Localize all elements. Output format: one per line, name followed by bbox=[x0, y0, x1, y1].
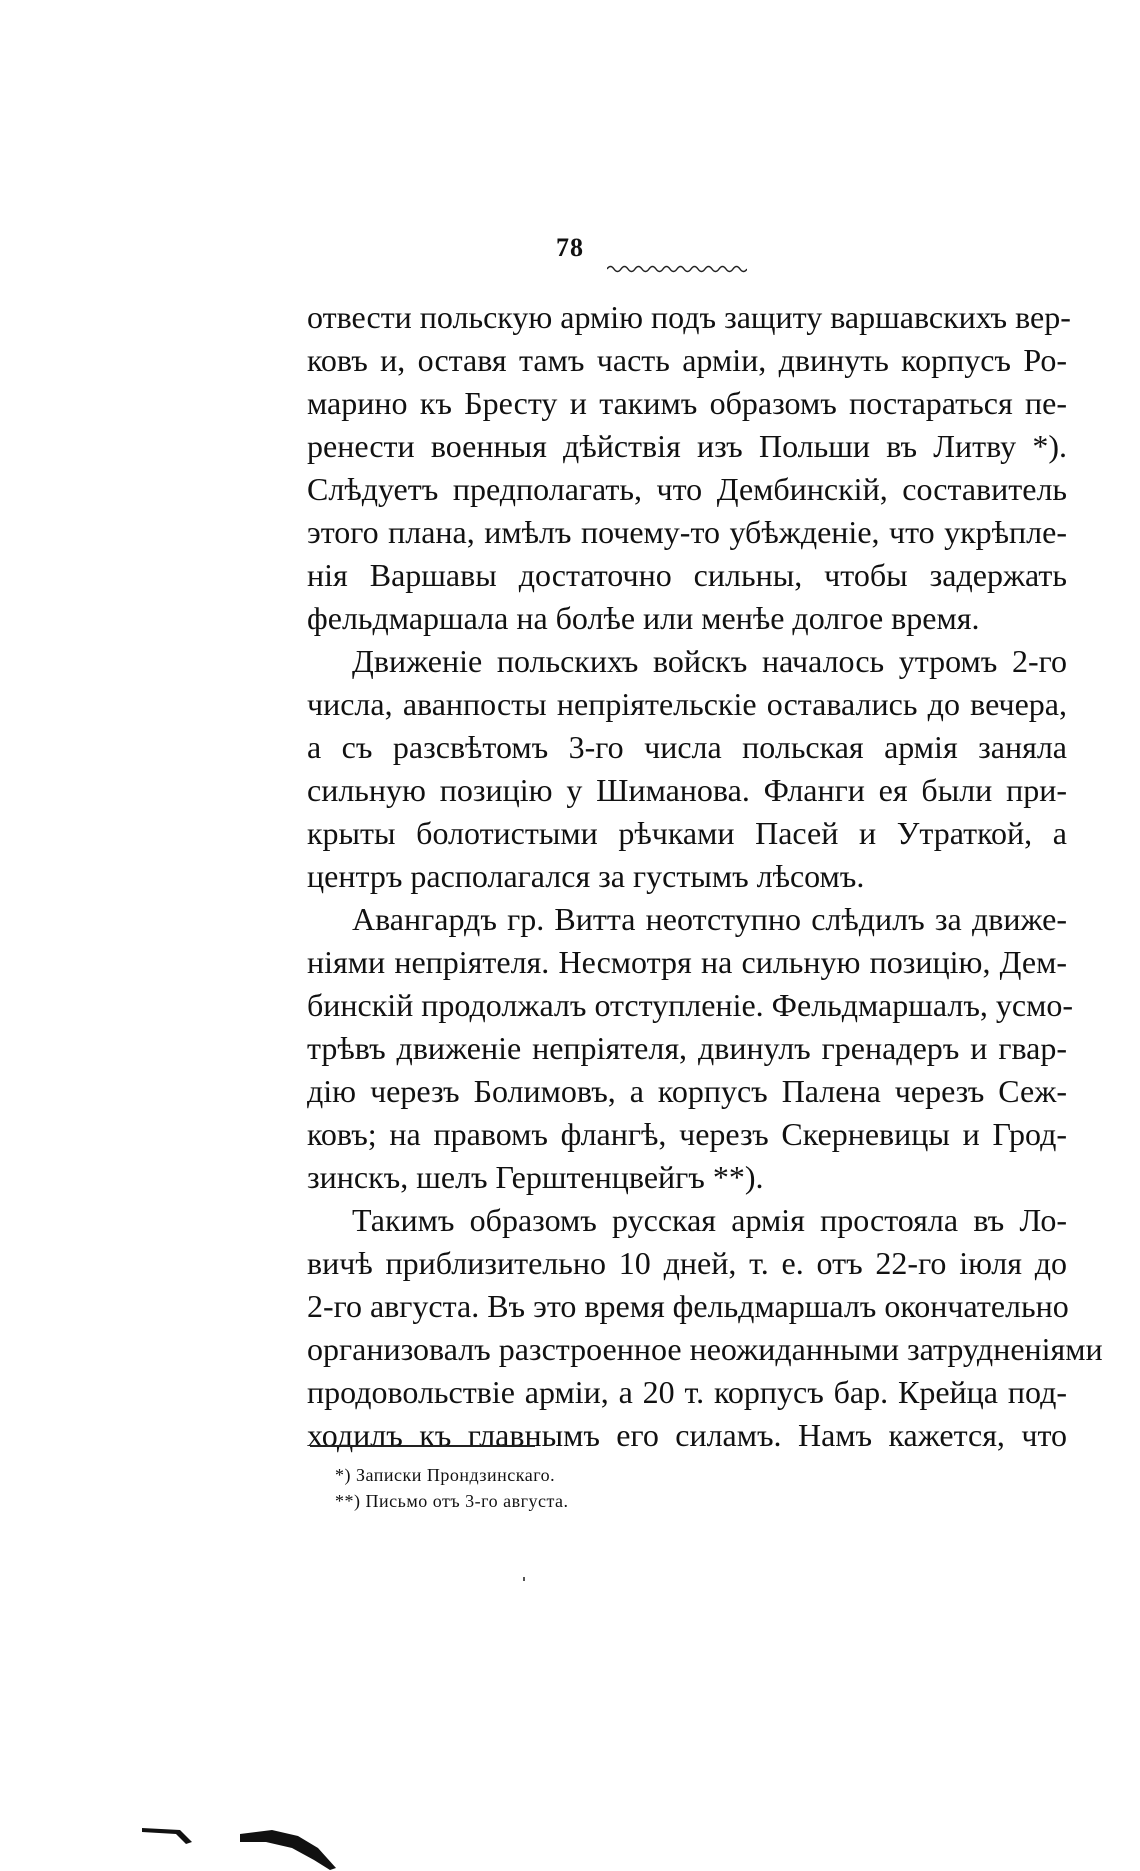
text-line: Движеніе польскихъ войскъ началось утромъ 2-го bbox=[352, 643, 1067, 679]
text-line: крыты болотистыми рѣчками Пасей и Утраткой, а bbox=[307, 815, 1067, 851]
text-line: продовольствіе арміи, а 20 т. корпусъ бар. Крейца под- bbox=[307, 1374, 1067, 1410]
text-line: фельдмаршала на болѣе или менѣе долгое время. bbox=[307, 600, 980, 636]
text-line: 2-го августа. Въ это время фельдмаршалъ окончательно bbox=[307, 1288, 1069, 1324]
body-text bbox=[307, 296, 1103, 1457]
text-line: ковъ; на правомъ флангѣ, черезъ Скерневицы и Грод- bbox=[307, 1116, 1067, 1152]
text-line: Такимъ образомъ русская армія простояла въ Ло- bbox=[352, 1202, 1067, 1238]
text-line: трѣвъ движеніе непріятеля, двинулъ гренадеръ и гвар- bbox=[307, 1030, 1067, 1066]
text-line: ходилъ къ главнымъ его силамъ. Намъ кажется, что bbox=[307, 1417, 1067, 1453]
page-number-ornament bbox=[607, 264, 747, 274]
text-line: организовалъ разстроенное неожиданными затрудненіями bbox=[307, 1331, 1103, 1367]
text-line: отвести польскую армію подъ защиту варшавскихъ вер- bbox=[307, 299, 1071, 335]
text-line: ковъ и, оставя тамъ часть арміи, двинуть корпусъ Ро- bbox=[307, 342, 1067, 378]
footnote: *) Записки Прондзинскаго. bbox=[335, 1465, 556, 1485]
text-line: этого плана, имѣлъ почему-то убѣжденіе, что укрѣпле- bbox=[307, 514, 1067, 550]
footnotes bbox=[335, 1462, 835, 1514]
text-line: дію черезъ Болимовъ, а корпусъ Палена черезъ Сеж- bbox=[307, 1073, 1067, 1109]
text-line: ніями непріятеля. Несмотря на сильную позицію, Дем- bbox=[307, 944, 1067, 980]
text-line: бинскій продолжалъ отступленіе. Фельдмаршалъ, усмо- bbox=[307, 987, 1073, 1023]
paragraph bbox=[307, 296, 1071, 640]
footnote: **) Письмо отъ 3-го августа. bbox=[335, 1491, 569, 1511]
text-line: ренести военныя дѣйствія изъ Польши въ Литву *). bbox=[307, 428, 1067, 464]
scan-speck bbox=[523, 1577, 525, 1581]
text-line: Авангардъ гр. Витта неотступно слѣдилъ за движе- bbox=[352, 901, 1067, 937]
text-line: сильную позицію у Шиманова. Фланги ея были при- bbox=[307, 772, 1067, 808]
text-line: а съ разсвѣтомъ 3-го числа польская армія заняла bbox=[307, 729, 1067, 765]
text-line: числа, аванпосты непріятельскіе оставались до вечера, bbox=[307, 686, 1067, 722]
text-line: Слѣдуетъ предполагать, что Дембинскій, составитель bbox=[307, 471, 1067, 507]
footnote-rule bbox=[310, 1445, 535, 1447]
paragraph bbox=[307, 898, 1073, 1199]
page-number: 78 bbox=[556, 233, 584, 262]
text-line: зинскъ, шелъ Герштенцвейгъ **). bbox=[307, 1159, 764, 1195]
scan-ink-blot bbox=[140, 1790, 340, 1870]
paragraph bbox=[307, 1199, 1103, 1457]
text-line: вичѣ приблизительно 10 дней, т. е. отъ 22-го іюля до bbox=[307, 1245, 1067, 1281]
paragraph bbox=[307, 640, 1067, 898]
text-line: марино къ Бресту и такимъ образомъ постараться пе- bbox=[307, 385, 1067, 421]
text-line: центръ располагался за густымъ лѣсомъ. bbox=[307, 858, 865, 894]
text-line: нія Варшавы достаточно сильны, чтобы задержать bbox=[307, 557, 1067, 593]
